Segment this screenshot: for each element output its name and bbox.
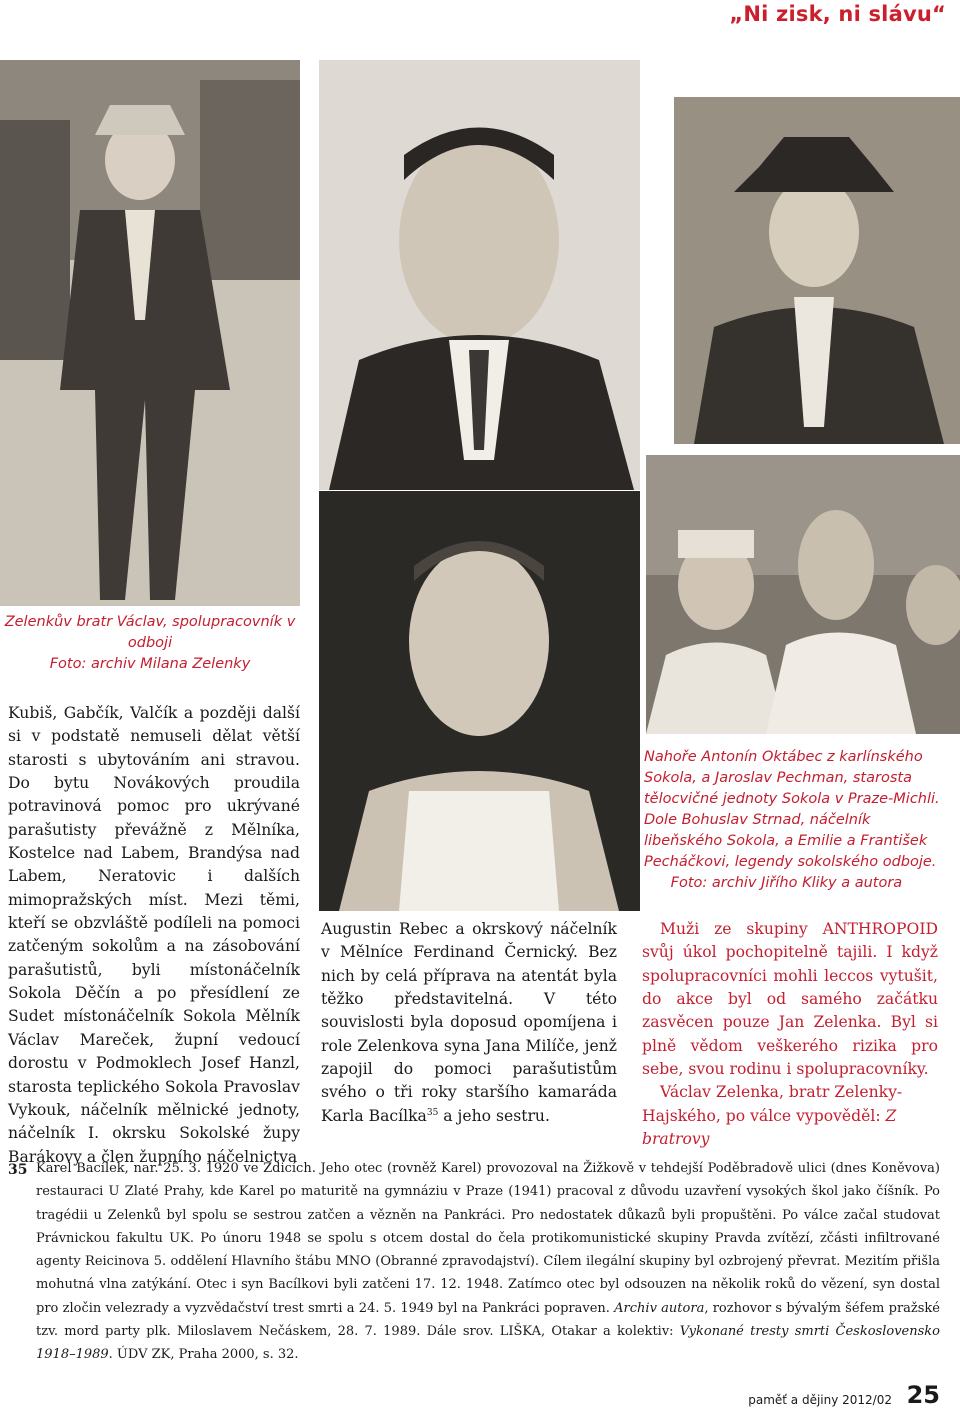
footnote-text-a: Karel Bacílek, nar. 25. 3. 1920 ve Zdicích. Jeho otec (rovněž Karel) provozoval na Žižkově v tehdejší Poděbradově ulici (dnes Koněvova) restauraci U Zlaté Prahy, kde Karel po maturitě na gymnáziu v Praze (1941) pracoval z důvodu uzavření vysokých škol jako číšník. Po tragédii u Zelenků byl spolu se sestrou zatčen a vězněn na Pankráci. Pro nedostatek důkazů byli propuštěni. Po válce začal studovat Právnickou fakultu UK. Po únoru 1948 se spolu s otcem dostal do čela protikomunistické skupiny Pravda zvítězí, zčásti infiltrované agenty Reicinova 5. oddělení Hlavního štábu MNO (Obranné zpravodajství). Cílem ilegální skupiny byl ozbrojený převrat. Mezitím přišla mohutná vlna zatýkání. Otec i syn Bacílkovi byli zatčeni 17. 12. 1948. Zatímco otec byl odsouzen na několik roků do vězení, syn dostal pro zločin velezrady a vyzvědačství trest smrti a 24. 5. 1949 byl na Pankráci popraven. — [36, 1161, 940, 1316]
column-right-p2-text: Václav Zelenka, bratr Zelenky-Hajského, po válce vypověděl: — [642, 1083, 903, 1125]
footnote-text-b: Archiv autora — [614, 1300, 705, 1316]
caption-right-credit: Foto: archiv Jiřího Kliky a autora — [670, 875, 903, 891]
column-right — [642, 918, 938, 1151]
footnote-text-e: . ÚDV ZK, Praha 2000, s. 32. — [108, 1347, 299, 1363]
column-middle-text: Augustin Rebec a okrskový náčelník v Mělníce Ferdinand Černický. Bez nich by celá příprava na atentát byla těžko představitelná. V této souvislosti byla doposud opomíjena i role Zelenkova syna Jana Milíče, jenž zapojil do pomoci parašutistům svého o tři roky staršího kamaráda Karla Bacílka — [321, 920, 617, 1125]
photo-antonin-oktabec-image — [674, 97, 960, 444]
photo-augustin-rebec-image — [319, 491, 640, 911]
running-header: „Ni zisk, ni slávu“ — [729, 2, 946, 26]
column-middle-end: a jeho sestru. — [438, 1106, 550, 1125]
footnote-35 — [36, 1157, 940, 1367]
caption-right — [644, 747, 940, 894]
footnote-text-c: , rozhovor s bývalým šéfem pražské tzv. mord party plk. Miloslavem Nečáskem, 28. 7. 1989. Dále srov. LIŠKA, Otakar a kolektiv: — [36, 1300, 941, 1340]
footnote-number: 35 — [8, 1162, 28, 1178]
column-right-paragraph-1: Muži ze skupiny ANTHROPOID svůj úkol pochopitelně tajili. I když spolupracovníci mohli leccos vytušit, do akce byl od samého začátku zasvěcen pouze Jan Zelenka. Byl si plně vědom veškerého rizika pro sebe, svou rodinu i spolupracovníky. — [642, 920, 938, 1079]
caption-vaclav-line2: Foto: archiv Milana Zelenky — [49, 656, 251, 672]
footnote-text-d: Vykonané tresty smrti Československo 1918–1989 — [36, 1324, 940, 1363]
photo-vaclav-zelenka-image — [0, 60, 300, 606]
photo-augustin-rebec — [319, 491, 640, 911]
photo-bohuslav-strnad-group-image — [646, 455, 960, 734]
photo-antonin-oktabec — [674, 97, 960, 444]
footnote-ref-35[interactable]: 35 — [426, 1107, 439, 1118]
column-left-paragraph: Kubiš, Gabčík, Valčík a později další si v podstatě nemuseli dělat větší starosti s ubytováním ani stravou. Do bytu Novákových proudila potravinová pomoc pro ukrývané parašutisty převážně z Mělníka, Kostelce nad Labem, Brandýsa nad Labem, Neratovic i dalších mimopražských míst. Mezi těmi, kteří se obzvláště podíleli na pomoci zatčeným sokolům a na zásobování parašutistů, byli místonáčelník Sokola Děčín a po přesídlení ze Sudet místonáčelník Sokola Mělník Václav Mareček, župní vedoucí dorostu v Podmoklech Josef Hanzl, starosta teplického Sokola Pravoslav Vykouk, náčelník mělnické jednoty, náčelník I. okrsku Sokolské župy Barákovy a člen župního náčelnictva — [8, 704, 300, 1166]
photo-vaclav-zelenka — [0, 60, 300, 606]
column-right-paragraph-2 — [642, 1081, 938, 1151]
photo-jaroslav-pechman-image — [319, 60, 640, 490]
caption-vaclav — [0, 612, 300, 675]
column-middle-paragraph — [321, 918, 617, 1128]
page-number: 25 — [906, 1381, 940, 1409]
photo-bohuslav-strnad-group — [646, 455, 960, 734]
column-left — [8, 702, 300, 1169]
column-right-p2-italic: Z bratrovy — [642, 1106, 897, 1149]
photo-jaroslav-pechman — [319, 60, 640, 490]
footer-journal: paměť a dějiny 2012/02 — [748, 1393, 892, 1407]
column-middle — [321, 918, 617, 1128]
caption-vaclav-line1: Zelenkův bratr Václav, spolupracovník v odboji — [4, 614, 296, 651]
caption-right-main: Nahoře Antonín Oktábec z karlínského Sokola, a Jaroslav Pechman, starosta tělocvičné jednoty Sokola v Praze-Michli. Dole Bohuslav Strnad, náčelník libeňského Sokola, a Emilie a František Pecháčkovi, legendy sokolského odboje. — [644, 749, 940, 870]
